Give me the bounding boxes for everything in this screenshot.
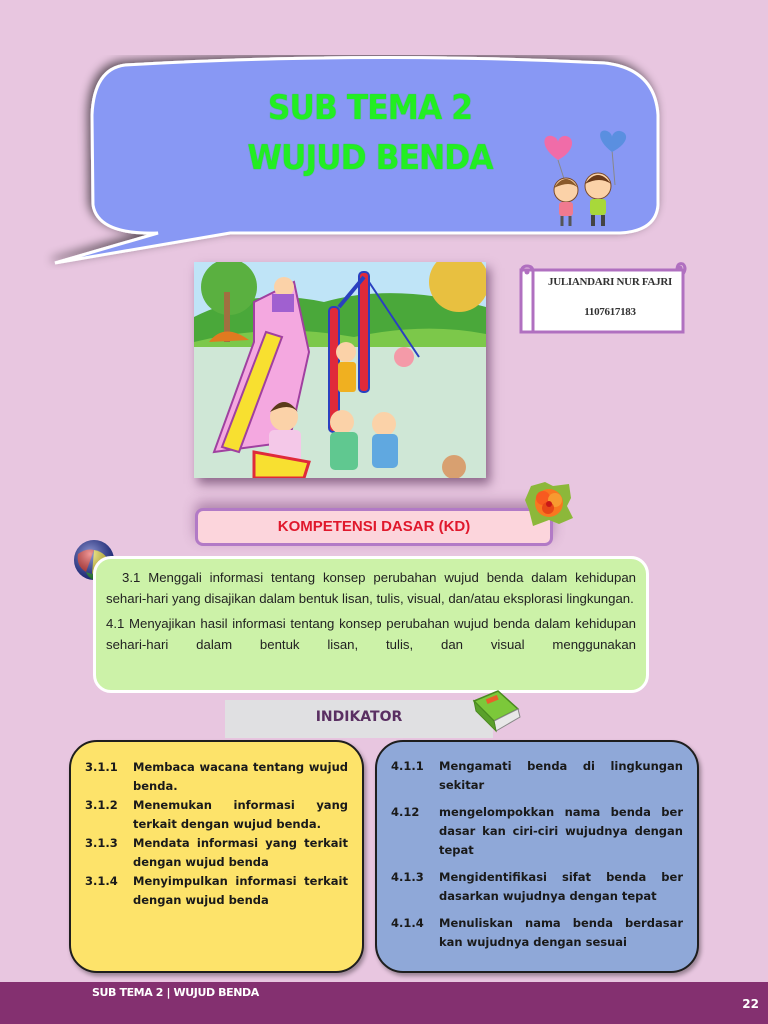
indikator-item <box>391 914 683 952</box>
indikator-number: 4.1.3 <box>391 870 424 884</box>
indikator-item <box>391 757 683 795</box>
indikator-number: 3.1.4 <box>85 874 118 888</box>
indikator-text: Menuliskan nama benda berdasar kan wujudnya dengan sesuai <box>439 916 683 949</box>
kd-paragraph-4-1: 4.1 Menyajikan hasil informasi tentang konsep perubahan wujud benda dalam kehidupan sehari-hari dalam bentuk lisan, tulis, dan visual menggunakan <box>106 616 636 652</box>
indikator-item <box>85 872 348 910</box>
indikator-box-3 <box>69 740 364 973</box>
indikator-text: mengelompokkan nama benda ber dasar kan ciri-ciri wujudnya dengan tepat <box>439 805 683 857</box>
page-number: 22 <box>742 997 759 1011</box>
page-title <box>195 83 545 183</box>
indikator-text: Membaca wacana tentang wujud benda. <box>133 760 348 793</box>
indikator-item <box>391 803 683 860</box>
author-id-number: 1107617183 <box>584 306 636 318</box>
scroll-shape <box>517 262 687 336</box>
indikator-item <box>85 834 348 872</box>
author-name: JULIANDARI NUR FAJRI <box>548 276 672 288</box>
page-footer <box>0 982 768 1024</box>
indikator-item <box>85 758 348 796</box>
playground-illustration <box>194 262 486 478</box>
book-icon <box>468 687 524 733</box>
indikator-text: Mendata informasi yang terkait dengan wujud benda <box>133 836 348 869</box>
indikator-number: 4.12 <box>391 805 420 819</box>
indikator-text: Menemukan informasi yang terkait dengan wujud benda. <box>133 798 348 831</box>
indikator-text: Mengamati benda di lingkungan sekitar <box>439 759 683 792</box>
kids-with-balloons-icon <box>530 130 640 230</box>
indikator-item <box>85 796 348 834</box>
indikator-number: 4.1.4 <box>391 916 424 930</box>
indikator-number: 4.1.1 <box>391 759 424 773</box>
indikator-text: Menyimpulkan informasi terkait dengan wujud benda <box>133 874 348 907</box>
title-line-1: SUB TEMA 2 <box>267 88 473 128</box>
kd-paragraph-3-1: 3.1 Menggali informasi tentang konsep perubahan wujud benda dalam kehidupan sehari-hari yang disajikan dalam bentuk lisan, tulis, visual, dan/atau eksplorasi lingkungan. <box>106 570 636 606</box>
title-line-2: WUJUD BENDA <box>247 138 493 178</box>
indikator-item <box>391 868 683 906</box>
footer-title: SUB TEMA 2 | WUJUD BENDA <box>92 986 259 999</box>
author-card <box>517 262 687 336</box>
kd-header: KOMPETENSI DASAR (KD) <box>195 508 553 546</box>
indikator-number: 3.1.2 <box>85 798 118 812</box>
title-speech-bubble <box>30 55 670 270</box>
kd-content-box <box>93 556 649 693</box>
indikator-header: INDIKATOR <box>225 700 493 738</box>
indikator-number: 3.1.3 <box>85 836 118 850</box>
indikator-text: Mengidentifikasi sifat benda ber dasarkan wujudnya dengan tepat <box>439 870 683 903</box>
indikator-box-4 <box>375 740 699 973</box>
indikator-number: 3.1.1 <box>85 760 118 774</box>
flower-icon <box>525 480 575 528</box>
playground-image <box>194 262 486 478</box>
